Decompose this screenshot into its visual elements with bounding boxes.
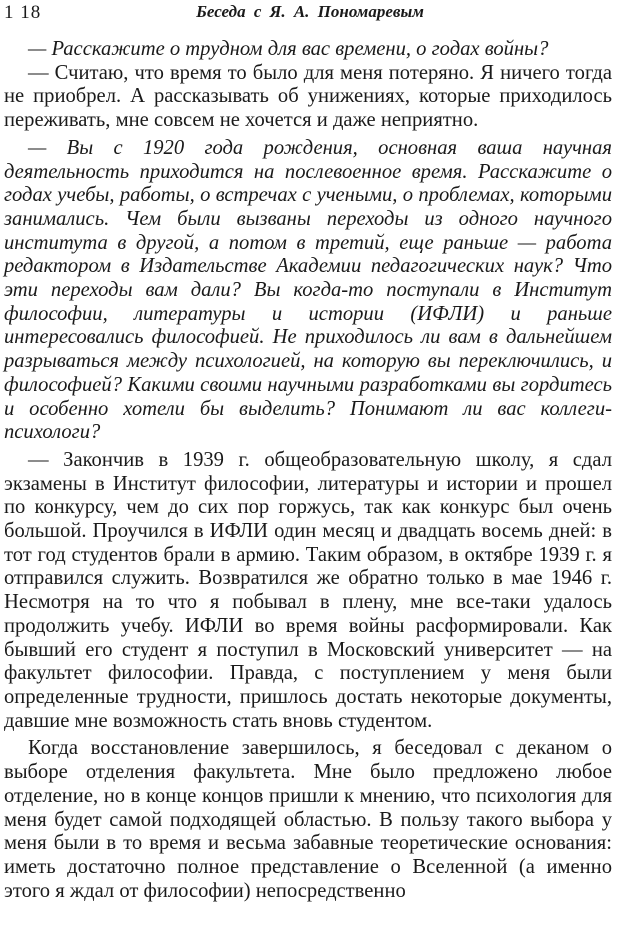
answer-paragraph: Когда восстановление завершилось, я беседовал с деканом о выборе отделения факультета. Мне было предложено любое отделение, но в конце концов пришли к мнению, что психология для меня будет самой подходящей областью. В пользу такого выбора у меня были в то время и весьма забавные теоретические основания: иметь достаточно полное представление о Вселенной (а именно этого я ждал от философии) непосредственно [4, 737, 612, 902]
question-paragraph: — Расскажите о трудном для вас времени, о годах войны? [28, 38, 549, 60]
question-paragraph: — Вы с 1920 года рождения, основная ваша научная деятельность приходится на послевоенное время. Расскажите о годах учебы, работы, о встречах с учеными, о проблемах, которыми занимались. Чем были вызваны переходы из одного научного института в другой, а потом в третий, еще раньше — работа редактором в Издательстве Академии педагогических наук? Что эти переходы вам дали? Вы когда-то поступали в Институт философии, литературы и истории (ИФЛИ) и раньше интересовались философией. Не приходилось ли вам в дальнейшем разрываться между психологией, на которую вы переключились, и философией? Какими своими научными разработками вы гордитесь и особенно хотели бы выделить? Понимают ли вас коллеги-психологи? [4, 136, 612, 444]
answer-paragraph: — Считаю, что время то было для меня потеряно. Я ничего тогда не приобрел. А рассказывать об унижениях, которые приходилось переживать, мне совсем не хочется и даже неприятно. [4, 61, 612, 132]
answer-paragraph: — Закончив в 1939 г. общеобразовательную школу, я сдал экзамены в Институт философии, литературы и истории и прошел по конкурсу, чем до сих пор горжусь, так как конкурс был очень большой. Проучился в ИФЛИ один месяц и двадцать восемь дней: в тот год студентов брали в армию. Таким образом, в октябре 1939 г. я отправился служить. Возвратился же обратно только в мае 1946 г. Несмотря на то что я побывал в плену, мне все-таки удалось продолжить учебу. ИФЛИ во время войны расформировали. Как бывший его студент я поступил в Московский университет — на факультет философии. Правда, с поступлением у меня были определенные трудности, пришлось достать некоторые документы, давшие мне возможность стать вновь студентом. [4, 448, 612, 732]
page-header [4, 2, 616, 28]
body-text [4, 38, 612, 903]
running-title: Беседа с Я. А. Пономаревым [196, 2, 424, 21]
page-number: 1 18 [4, 2, 42, 23]
